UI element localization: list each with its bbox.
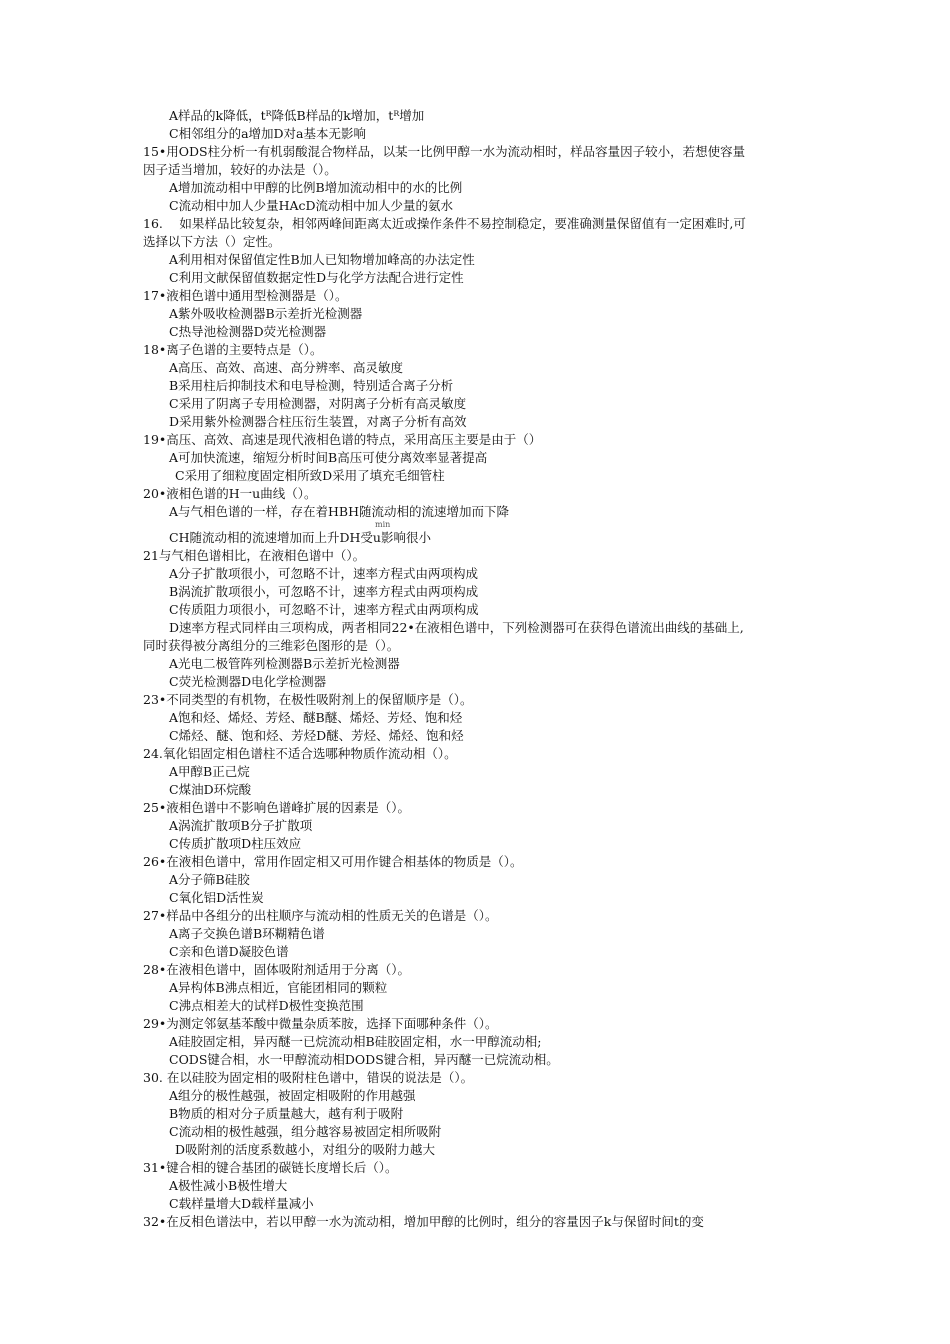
- text-line: 15•用ODS柱分析一有机弱酸混合物样品，以某一比例甲醇一水为流动相时，样品容量因子较小，若想使容量: [143, 144, 746, 159]
- text-line: 19•高压、高效、高速是现代液相色谱的特点，采用高压主要是由于（）: [143, 432, 542, 447]
- text-line: A分子筛B硅胶: [169, 872, 250, 887]
- text-line: C流动相中加人少量HAcD流动相中加人少量的氨水: [169, 198, 454, 213]
- text-line: A涡流扩散项B分子扩散项: [169, 818, 313, 833]
- text-line: min: [375, 520, 391, 529]
- text-line: C相邻组分的a增加D对a基本无影响: [169, 126, 366, 141]
- text-line: D吸附剂的活度系数越小，对组分的吸附力越大: [175, 1142, 436, 1157]
- text-line: 28•在液相色谱中，固体吸附剂适用于分离（）。: [143, 962, 411, 977]
- text-line: C煤油D环烷酸: [169, 782, 252, 797]
- text-line: 27•样品中各组分的出柱顺序与流动相的性质无关的色谱是（）。: [143, 908, 498, 923]
- text-line: C亲和色谱D凝胶色谱: [169, 944, 289, 959]
- text-line: 26•在液相色谱中，常用作固定相又可用作键合相基体的物质是（）。: [143, 854, 523, 869]
- text-line: A分子扩散项很小，可忽略不计，速率方程式由两项构成: [169, 566, 479, 581]
- text-line: 24.氧化铝固定相色谱柱不适合选哪种物质作流动相（）。: [143, 746, 457, 761]
- text-line: A高压、高效、高速、高分辨率、高灵敏度: [169, 360, 404, 375]
- text-line: 31•键合相的键合基团的碳链长度增长后（）。: [143, 1160, 398, 1175]
- text-line: 21与气相色谱相比，在液相色谱中（）。: [143, 548, 366, 563]
- text-line: 16. 如果样品比较复杂，相邻两峰间距离太近或操作条件不易控制稳定，要准确测量保留值有一定困难时,可: [143, 216, 746, 231]
- text-line: A增加流动相中甲醇的比例B增加流动相中的水的比例: [169, 180, 463, 195]
- text-line: CH随流动相的流速增加而上升DH受u影响很小: [169, 530, 431, 545]
- text-line: A硅胶固定相，异丙醚一已烷流动相B硅胶固定相，水一甲醇流动相;: [169, 1034, 542, 1049]
- text-line: C氧化铝D活性炭: [169, 890, 264, 905]
- text-line: 30. 在以硅胶为固定相的吸附柱色谱中，错误的说法是（）。: [143, 1070, 474, 1085]
- text-line: A组分的极性越强，被固定相吸附的作用越强: [169, 1088, 416, 1103]
- text-line: A样品的k降低，tᴿ降低B样品的k增加，tᴿ增加: [169, 108, 425, 123]
- text-line: 23•不同类型的有机物，在极性吸附剂上的保留顺序是（）。: [143, 692, 473, 707]
- text-line: C传质扩散项D柱压效应: [169, 836, 302, 851]
- text-line: A甲醇B正己烷: [169, 764, 250, 779]
- text-line: C采用了细粒度固定相所致D采用了填充毛细管柱: [175, 468, 445, 483]
- text-line: 选择以下方法（）定性。: [143, 234, 281, 249]
- text-line: 32•在反相色谱法中，若以甲醇一水为流动相，增加甲醇的比例时，组分的容量因子k与保留时间t的变: [143, 1214, 704, 1229]
- text-line: A与气相色谱的一样，存在着HBH随流动相的流速增加而下降: [169, 504, 510, 519]
- text-line: A饱和烃、烯烃、芳烃、醚B醚、烯烃、芳烃、饱和烃: [169, 710, 463, 725]
- text-line: D速率方程式同样由三项构成，两者相同22•在液相色谱中，下列检测器可在获得色谱流出曲线的基础上,: [169, 620, 744, 635]
- text-line: B采用柱后抑制技术和电导检测，特别适合离子分析: [169, 378, 454, 393]
- text-line: 同时获得被分离组分的三维彩色图形的是（）。: [143, 638, 400, 653]
- text-line: C载样量增大D载样量减小: [169, 1196, 314, 1211]
- text-line: C荧光检测器D电化学检测器: [169, 674, 327, 689]
- text-line: 因子适当增加，较好的办法是（）。: [143, 162, 337, 177]
- text-line: A极性减小B极性增大: [169, 1178, 288, 1193]
- text-line: 29•为测定邻氨基苯酸中微量杂质苯胺，选择下面哪种条件（）。: [143, 1016, 498, 1031]
- text-line: 18•离子色谱的主要特点是（）。: [143, 342, 323, 357]
- text-line: 25•液相色谱中不影响色谱峰扩展的因素是（）。: [143, 800, 411, 815]
- text-line: C沸点相差大的试样D极性变换范围: [169, 998, 364, 1013]
- text-line: CODS键合相，水一甲醇流动相DODS键合相，异丙醚一已烷流动相。: [169, 1052, 559, 1067]
- document-page: [143, 107, 823, 1231]
- text-line: A利用相对保留值定性B加人已知物增加峰高的办法定性: [169, 252, 475, 267]
- text-line: 20•液相色谱的H一u曲线（）。: [143, 486, 317, 501]
- text-line: C利用文献保留值数据定性D与化学方法配合进行定性: [169, 270, 464, 285]
- text-line: A可加快流速，缩短分析时间B高压可使分离效率显著提高: [169, 450, 488, 465]
- text-line: B涡流扩散项很小，可忽略不计，速率方程式由两项构成: [169, 584, 479, 599]
- text-line: A异构体B沸点相近，官能团相同的颗粒: [169, 980, 388, 995]
- text-line: C流动相的极性越强，组分越容易被固定相所吸附: [169, 1124, 442, 1139]
- text-line: D采用紫外检测器合柱压衍生装置，对离子分析有高效: [169, 414, 467, 429]
- text-line: 17•液相色谱中通用型检测器是（）。: [143, 288, 348, 303]
- text-line: C烯烃、醚、饱和烃、芳烃D醚、芳烃、烯烃、饱和烃: [169, 728, 464, 743]
- text-line: A离子交换色谱B环糊精色谱: [169, 926, 325, 941]
- text-line: C传质阻力项很小，可忽略不计，速率方程式由两项构成: [169, 602, 479, 617]
- text-line: A光电二极管阵列检测器B示差折光检测器: [169, 656, 400, 671]
- text-line: C热导池检测器D荧光检测器: [169, 324, 327, 339]
- text-line: A紫外吸收检测器B示差折光检测器: [169, 306, 363, 321]
- text-line: B物质的相对分子质量越大，越有利于吸附: [169, 1106, 404, 1121]
- text-line: C采用了阴离子专用检测器，对阴离子分析有高灵敏度: [169, 396, 467, 411]
